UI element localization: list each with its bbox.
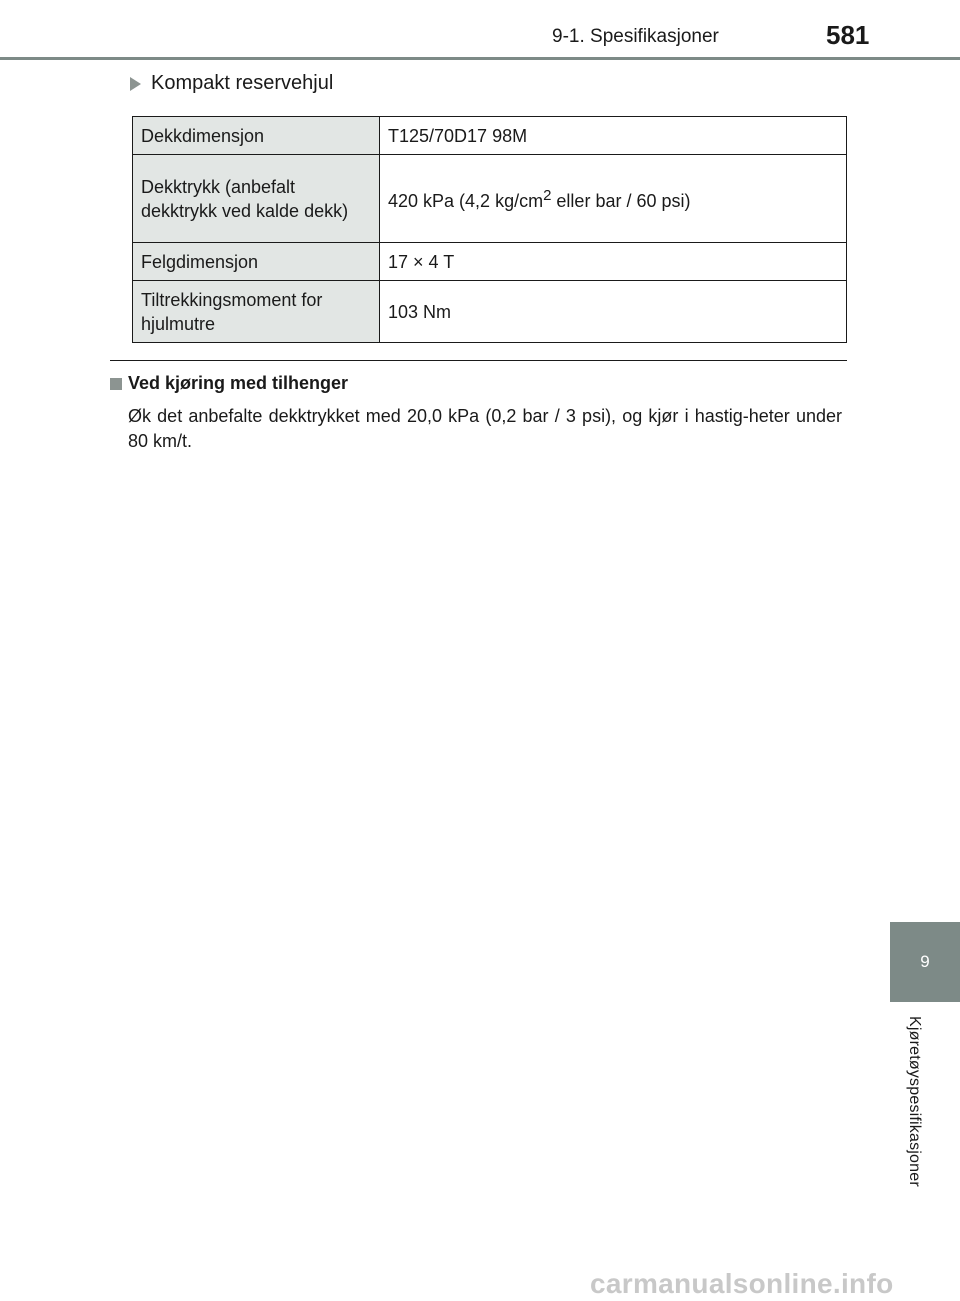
spec-table [132, 116, 847, 343]
chapter-number: 9 [920, 952, 930, 971]
table-cell-value: 103 Nm [380, 281, 847, 343]
table-cell-label: Felgdimensjon [133, 243, 380, 281]
trailer-text: Øk det anbefalte dekktrykket med 20,0 kPa (0,2 bar / 3 psi), og kjør i hastig-heter under 80 km/t. [128, 406, 842, 451]
table-row [133, 281, 847, 343]
chapter-title: Kjøretøyspesifikasjoner [906, 1016, 923, 1187]
header-rule [0, 57, 960, 60]
table-row [133, 155, 847, 243]
table-row [133, 243, 847, 281]
table-cell-value [380, 155, 847, 243]
page-number: 581 [826, 20, 870, 50]
table-cell-value: T125/70D17 98M [380, 117, 847, 155]
table-row [133, 117, 847, 155]
trailer-heading-text: Ved kjøring med tilhenger [128, 373, 349, 393]
chapter-tab [890, 922, 960, 1002]
square-bullet-icon [110, 378, 122, 390]
watermark: carmanualsonline.info [590, 1268, 894, 1299]
value-superscript: 2 [543, 187, 552, 204]
value-suffix: eller bar / 60 psi) [551, 191, 691, 211]
table-cell-label: Dekkdimensjon [133, 117, 380, 155]
header-section-title: 9-1. Spesifikasjoner [552, 26, 719, 47]
triangle-bullet-icon [130, 77, 141, 91]
section-heading [130, 72, 333, 95]
value-prefix: 420 kPa (4,2 kg/cm [388, 191, 544, 211]
table-cell-label: Dekktrykk (anbefalt dekktrykk ved kalde dekk) [133, 155, 380, 243]
table-cell-label: Tiltrekkingsmoment for hjulmutre [133, 281, 380, 343]
section-title: Kompakt reservehjul [151, 72, 334, 94]
divider [110, 360, 847, 361]
trailer-heading [110, 373, 348, 394]
table-cell-value: 17 × 4 T [380, 243, 847, 281]
